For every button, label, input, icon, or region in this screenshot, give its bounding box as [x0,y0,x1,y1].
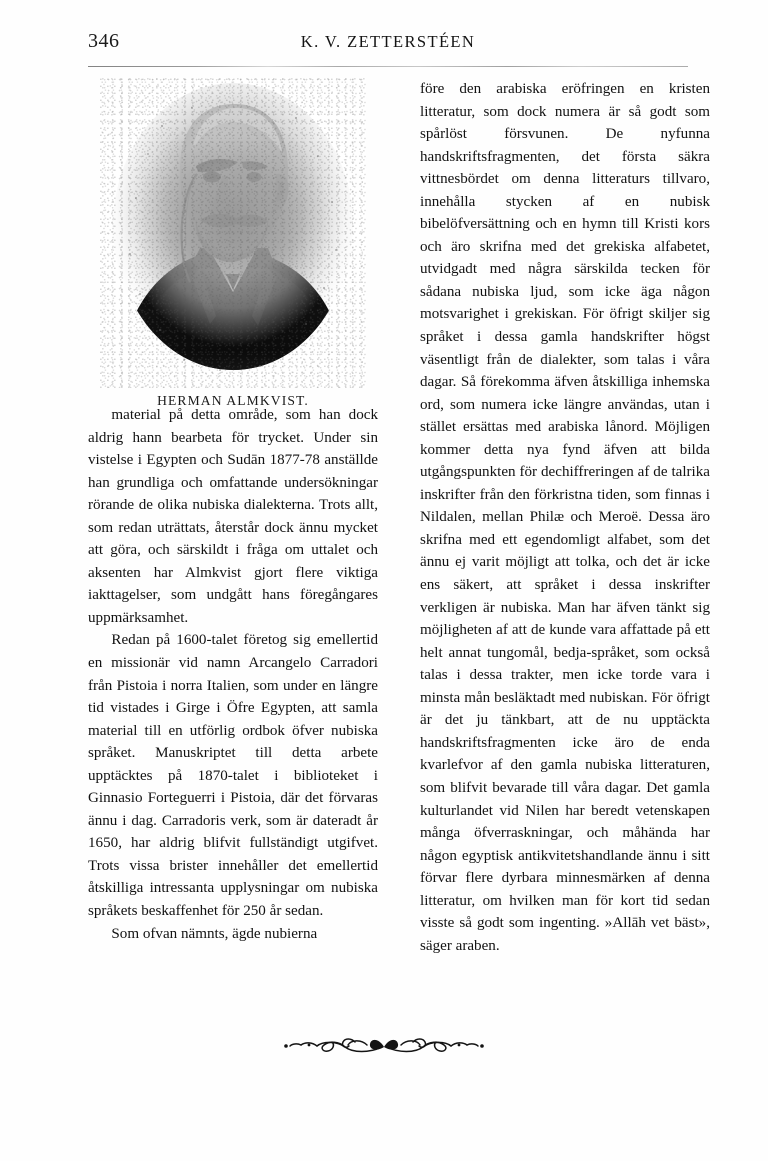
running-head [88,30,688,60]
flourish-icon [279,1032,489,1058]
header-rule [88,66,688,67]
right-text-column [420,78,710,957]
figure-portrait [88,78,378,408]
paragraph: material på detta område, som han dock aldrig hann bearbeta för trycket. Under sin vistelse i Egypten och Sudān 1877-78 anställde han grundliga och omfattande undersökningar rörande de olika nubiska dialekterna. Trots allt, som redan uträttats, återstår dock ännu mycket att göra, och särskildt i fråga om uttalet och aksenten har Almkvist gjort flere viktiga iakttagelser, som undgått hans föregångares uppmärksamhet. [88,407,378,626]
paragraph: Redan på 1600-talet företog sig emellertid en missionär vid namn Arcangelo Carradori från Pistoia i norra Italien, som under en längre tid vistades i Girge i Öfre Egypten, att samla material till en utförlig ordbok öfver nubiska språket. Manuskriptet till detta arbete upptäcktes på 1870-talet i biblioteket i Ginnasio Forteguerri i Pistoia, där det förvaras ännu i dag. Carradoris verk, som är dateradt år 1650, har aldrig blifvit fullständigt utgifvet. Trots vissa brister innehåller det emellertid åtskilliga intressanta upplysningar om nubiska språkets beskaffenhet för 250 år sedan. [88,632,378,920]
tail-ornament [0,1032,768,1063]
page-number: 346 [88,30,120,52]
figure-caption: HERMAN ALMKVIST. [157,393,309,408]
running-head-title: K. V. ZETTERSTÉEN [300,32,476,51]
left-text-column [88,78,378,945]
paragraph: Som ofvan nämnts, ägde nubierna [111,925,318,942]
portrait-image [100,78,366,388]
paragraph: före den arabiska eröfringen en kristen litteratur, som dock numera är så godt som spårlöst försvunen. De nyfunna handskriftsfragmenten, det första säkra vittnesbördet om denna litteraturs tillvaro, innehålla stycken af en nubisk bibelöfversättning och en hymn till Kristi kors och äro skrifna med det grekiska alfabetet, utvidgadt med några särskilda tecken för sådana nubiska ljud, som icke äga någon motsvarighet i grekiskan. För öfrigt skiljer sig språket i dessa gamla handskrifter högst väsentligt från de dialekter, som talas i våra dagar. Så förekomma äfven åtskilliga inhemska ord, som numera icke längre användas, utan i stället ersättas med arabiska lånord. Möjligen kommer detta nya fynd äfven att bilda utgångspunkten för dechiffreringen af de talrika inskrifter från den förkristna tiden, som finnas i Nildalen, mellan Philæ och Meroë. Dessa äro skrifna med ett egendomligt alfabet, som det ännu ej varit möjligt att tolka, och det är icke ens säkert, att språket i dessa inskrifter verkligen är nubiska. Man har äfven tänkt sig möjligheten af att de kunde vara affattade på ett helt annat tungomål, bedja-språket, som också talas i dessa trakter, men icke torde vara i minsta mån besläktadt med nubiskan. För öfrigt är det ju tänkbart, att de nu upptäckta handskriftsfragmenten icke äro de enda kvarlefvor af den gamla nubiska litteraturen, som blifvit bevarade till våra dagar. Det gamla kulturlandet vid Nilen har beredt vetenskapen många öfverraskningar, och måhända har någon egyptisk antikvitetshandlande ännu i sitt förvar flere dyrbara minnesmärken af denna litteratur, om hvilken man för kort tid sedan visste så godt som ingenting. »Allāh vet bäst», säger araben. [420,81,710,954]
portrait-halftone-grain [100,78,366,388]
